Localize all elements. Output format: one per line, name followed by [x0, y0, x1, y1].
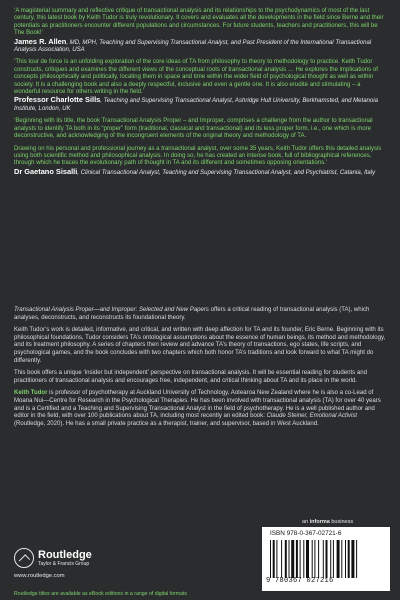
- barcode-digits: 9 780367 027216: [266, 577, 334, 585]
- author-credentials: , Teaching and Supervising Transactional Analyst, Ashridge Hult University, Berkhamsted, and Metanoia Institute, London, UK: [14, 98, 378, 112]
- praise-quote: ‘This tour de force is an unfolding exploration of the core ideas of TA from philosophy to theory to methodology to practice. Keith Tudor constructs, critiques and examines the different views of the conceptual roots of transactional analysis … He explores the implications of concepts philosophically and politically, locating them in space and time within the wider field of psychological thought as well as within society. It is a challenging book and also a deeply respectful, inclusive and even a gentle one. It is also erudite and stimulating – a wonderful resource for others writing in the field.’: [14, 59, 378, 96]
- description-paragraph: This book offers a unique ‘insider but independent’ perspective on transactional analysis. It will be essential reading for students and practitioners of transactional analysis and encourages free, independent, and critical thinking about TA and its place in the world.: [14, 370, 367, 384]
- author-name: Dr Gaetano Sisalli: [14, 166, 78, 176]
- praise-section: [14, 8, 386, 182]
- publisher-name: Routledge: [38, 548, 92, 561]
- praise-quote: ‘Beginning with its title, the book Transactional Analysis Proper – and Improper, comprises a challenge from the author to transactional analysts to identify TA both in its “proper” form (traditional, classical and transactional) and its less proper form, i.e., one which is more deconstructive, and acknowledging of the incongruent elements of the original theory and methodology of TA.: [14, 118, 373, 140]
- description-paragraph: Keith Tudor’s work is detailed, informative, and critical, and written with deep affection for TA and its founder, Eric Berne. Beginning with its philosophical foundations, Tudor considers TA’s ontological assumptions about the essence of human beings, its method and methodology, and its treatment philosophy. A series of chapters then review and advance TA’s theory of transactions, ego states, life scripts, and psychological games, and the book concludes with two chapters which both honor TA’s traditions and look forward to what TA might do differently.: [14, 327, 386, 364]
- description-paragraph: Transactional Analysis Proper—and Improper: Selected and New Papers offers a critical reading of transactional analysis (TA), which analyses, deconstructs, and reconstructs its foundational theory.: [14, 307, 370, 321]
- praise-author: [14, 168, 386, 177]
- author-name: James R. Allen: [14, 36, 67, 46]
- author-credentials: , MD, MPH, Teaching and Supervising Transactional Analyst, and Past President of the International Transactional Analysis Association, USA: [14, 39, 372, 54]
- barcode-icon: [270, 540, 382, 578]
- isbn: ISBN 978-0-367-02721-6: [270, 530, 342, 537]
- book-title: Transactional Analysis Proper—and Improper: Selected and New Papers: [14, 307, 209, 313]
- book-description: [14, 307, 386, 433]
- routledge-logo-icon: [14, 548, 34, 568]
- ebook-note: Routledge titles are available as eBook editions in a range of digital formats: [14, 591, 188, 597]
- barcode-panel: [262, 527, 390, 591]
- author-credentials: , Clinical Transactional Analyst, Teaching and Supervising Transactional Analyst, and Psychiatrist, Catania, Italy: [77, 169, 376, 176]
- informa-brand: informa: [309, 519, 330, 525]
- praise-quote: ‘A magisterial summary and reflective critique of transactional analysis and its relationships to the psychodynamics of most of the last century, this latest book by Keith Tudor is truly revolutionary. It covers and evaluates all the developments in the field since Berne and their potentials as practitioners encounter different populations and circumstances. For future students, teachers and practitioners, this will be The Book!’: [14, 8, 384, 37]
- informa-business: an informa business: [302, 519, 354, 525]
- publisher-group: Taylor & Francis Group: [38, 560, 90, 567]
- author-name: Professor Charlotte Sills: [14, 95, 101, 105]
- praise-author: [14, 38, 386, 55]
- bio-book-title: Claude Steiner, Emotional Activist: [266, 413, 358, 420]
- bio-name: Keith Tudor: [14, 390, 48, 397]
- publisher-logo: [14, 548, 92, 568]
- praise-quote: Drawing on his personal and professional journey as a transactional analyst, over some 35 years, Keith Tudor offers this detailed analysis using both scientific method and philosophical analysis. In doing so, he has created an intense book, full of bibliographical references, through which he traces the evolutionary path of thought in TA and its different and sometimes opposing orientations.’: [14, 145, 382, 167]
- author-bio: Keith Tudor is professor of psychotherapy at Auckland University of Technology, Aotearoa New Zealand where he is also a co-Lead of Moana Nui—Centre for Research in the Psychological Therapies. He has been involved with transactional analysis (TA) for over 40 years and is a Certified and a Teaching and Supervising Transactional Analyst in the field of psychotherapy. He is a well published author and editor in the field, with over 100 publications about TA, including most recently an edited book: Claude Steiner, Emotional Activist (Routledge, 2020). He has a small private practice as a therapist, trainer, and supervisor, based in West Auckland.: [14, 390, 381, 427]
- publisher-url[interactable]: www.routledge.com: [14, 573, 65, 579]
- praise-author: [14, 96, 386, 113]
